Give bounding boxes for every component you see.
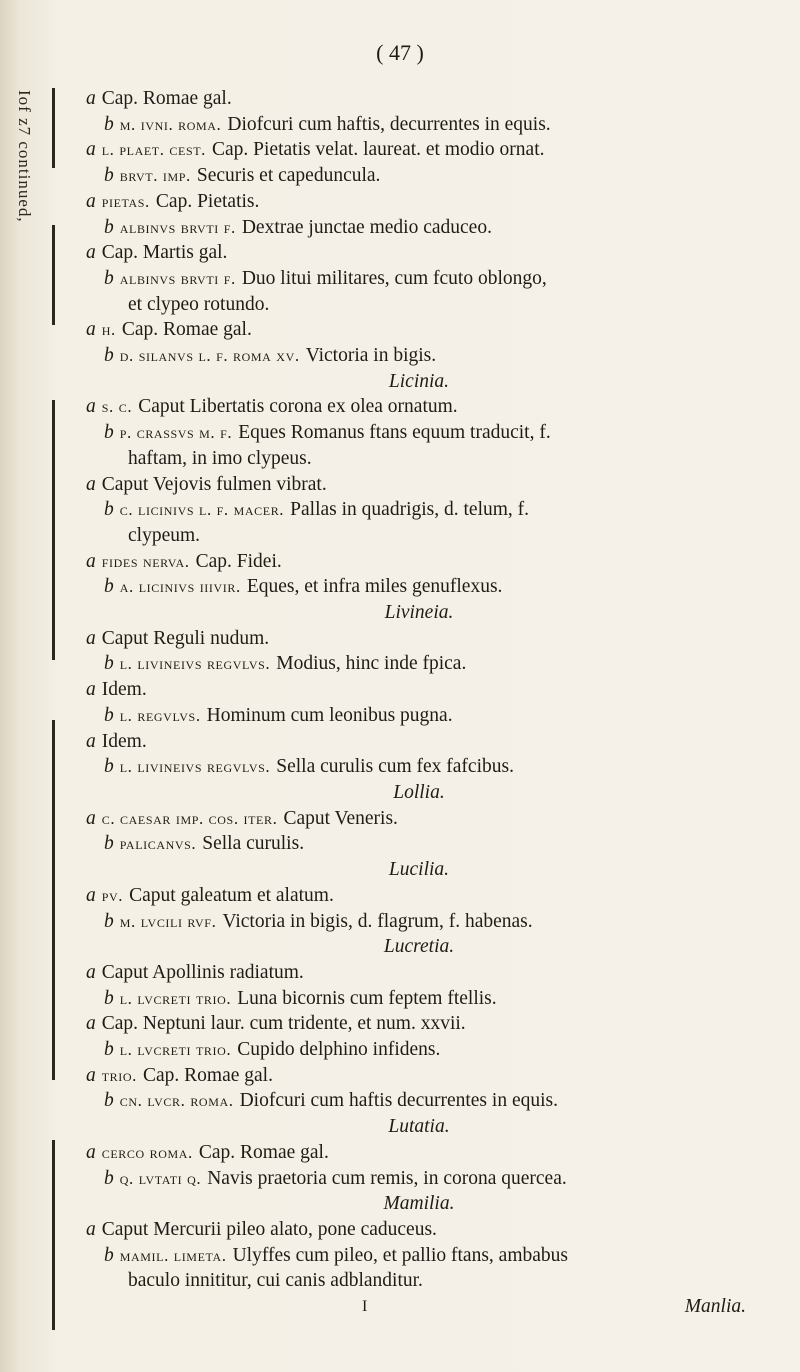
- coin-legend: l. livineivs regvlvs.: [119, 654, 271, 674]
- coin-description: Navis praetoria cum remis, in corona quercea.: [207, 1167, 567, 1189]
- obverse-entry: [86, 677, 776, 703]
- gens-heading: Lucretia.: [383, 936, 455, 958]
- entry-letter: a: [86, 1141, 96, 1163]
- coin-legend: l. lvcreti trio.: [119, 1040, 232, 1060]
- reverse-entry: [86, 909, 776, 935]
- coin-description: Dextrae junctae medio caduceo.: [241, 216, 492, 238]
- gens-heading: Lucilia.: [388, 859, 450, 881]
- coin-legend: s. c.: [101, 397, 133, 417]
- coin-legend: m. ivni. roma.: [119, 114, 222, 134]
- coin-description: Sella curulis.: [202, 833, 305, 855]
- catchword-row: [86, 1294, 776, 1320]
- gens-heading: Lollia.: [393, 781, 445, 803]
- coin-description: Cap. Pietatis.: [155, 190, 260, 212]
- margin-rule: [52, 225, 55, 325]
- entry-letter: a: [86, 190, 96, 212]
- entry-letter: b: [104, 267, 114, 289]
- entry-letter: a: [86, 730, 96, 752]
- coin-description: Cap. Neptuni laur. cum tridente, et num. xxvii.: [101, 1013, 466, 1035]
- entry-letter: a: [86, 679, 96, 701]
- coin-legend: pietas.: [101, 191, 150, 211]
- gens-heading: Livineia.: [384, 602, 454, 624]
- entry-letter: a: [86, 242, 96, 264]
- reverse-entry: [86, 574, 776, 600]
- coin-legend: albinvs brvti f.: [119, 217, 236, 237]
- coin-description: Cap. Romae gal.: [198, 1141, 329, 1163]
- coin-description: Eques Romanus ftans equum traducit, f.: [238, 422, 551, 444]
- coin-legend: albinvs brvti f.: [119, 268, 236, 288]
- obverse-entry: [86, 883, 776, 909]
- coin-description: Cap. Martis gal.: [101, 242, 228, 264]
- coin-description: Cap. Romae gal.: [143, 1064, 273, 1086]
- reverse-entry: [86, 831, 776, 857]
- reverse-entry: [86, 215, 776, 241]
- coin-description: Caput Reguli nudum.: [101, 627, 270, 649]
- coin-description: Diofcuri cum haftis decurrentes in equis.: [239, 1090, 558, 1112]
- reverse-entry: [86, 1037, 776, 1063]
- obverse-entry: [86, 960, 776, 986]
- catchword: Manlia.: [684, 1296, 746, 1318]
- obverse-entry: [86, 806, 776, 832]
- coin-legend: m. lvcili rvf.: [119, 911, 217, 931]
- entry-letter: a: [86, 139, 96, 161]
- coin-description: Victoria in bigis.: [305, 345, 437, 367]
- coin-legend: p. crassvs m. f.: [119, 423, 233, 443]
- entry-letter: b: [104, 833, 114, 855]
- catalogue-entries: [86, 86, 776, 1320]
- obverse-entry: [86, 1011, 776, 1037]
- gens-heading: Licinia.: [388, 370, 450, 392]
- entry-letter: b: [104, 910, 114, 932]
- reverse-entry: [86, 651, 776, 677]
- entry-letter: b: [104, 653, 114, 675]
- reverse-entry: [86, 754, 776, 780]
- coin-description: Caput Apollinis radiatum.: [101, 961, 304, 983]
- entry-letter: a: [86, 319, 96, 341]
- entry-letter: b: [104, 756, 114, 778]
- entry-letter: b: [104, 576, 114, 598]
- coin-description: Caput Vejovis fulmen vibrat.: [101, 473, 327, 495]
- coin-description: Caput Mercurii pileo alato, pone caduceus.: [101, 1218, 437, 1240]
- coin-description: Caput galeatum et alatum.: [129, 884, 334, 906]
- coin-legend: cn. lvcr. roma.: [119, 1091, 234, 1111]
- coin-description: Hominum cum leonibus pugna.: [206, 704, 453, 726]
- reverse-entry: [86, 1243, 776, 1269]
- entry-letter: a: [86, 961, 96, 983]
- coin-legend: d. silanvs l. f. roma xv.: [119, 346, 300, 366]
- coin-description: Securis et capeduncula.: [196, 165, 381, 187]
- coin-description: Eques, et infra miles genuflexus.: [246, 576, 503, 598]
- coin-legend: brvt. imp.: [119, 166, 191, 186]
- reverse-entry: [86, 1166, 776, 1192]
- coin-legend: l. regvlvs.: [119, 705, 201, 725]
- coin-legend: mamil. limeta.: [119, 1245, 227, 1265]
- coin-legend: q. lvtati q.: [119, 1168, 202, 1188]
- reverse-entry: [86, 986, 776, 1012]
- obverse-entry: [86, 394, 776, 420]
- coin-legend: l. plaet. cest.: [101, 140, 206, 160]
- coin-legend: palicanvs.: [119, 834, 197, 854]
- entry-letter: b: [104, 113, 114, 135]
- coin-legend: c. caesar imp. cos. iter.: [101, 808, 278, 828]
- coin-description: Cap. Fidei.: [195, 550, 282, 572]
- coin-description: Duo litui militares, cum fcuto oblongo,: [241, 267, 547, 289]
- entry-letter: b: [104, 422, 114, 444]
- margin-rule: [52, 88, 55, 168]
- spine-annotation: Iof z7 continued,: [15, 90, 34, 223]
- coin-legend: trio.: [101, 1065, 137, 1085]
- coin-description: Sella curulis cum fex fafcibus.: [276, 756, 514, 778]
- coin-description: Cap. Romae gal.: [101, 88, 232, 109]
- page-number: ( 47 ): [376, 40, 424, 65]
- coin-description: Caput Libertatis corona ex olea ornatum.: [138, 396, 458, 418]
- entry-letter: a: [86, 88, 96, 109]
- gens-heading: Lutatia.: [388, 1116, 450, 1138]
- coin-description: Ulyffes cum pileo, et pallio ftans, ambabus: [232, 1244, 568, 1266]
- obverse-entry: [86, 626, 776, 652]
- margin-rule: [52, 1140, 55, 1330]
- gens-heading: Mamilia.: [383, 1193, 455, 1215]
- coin-description: Diofcuri cum haftis, decurrentes in equis.: [227, 113, 551, 135]
- obverse-entry: [86, 1217, 776, 1243]
- obverse-entry: [86, 472, 776, 498]
- obverse-entry: [86, 86, 776, 112]
- reverse-entry: [86, 1088, 776, 1114]
- reverse-entry: [86, 703, 776, 729]
- coin-description: Cap. Romae gal.: [121, 319, 252, 341]
- coin-description: Luna bicornis cum feptem ftellis.: [237, 987, 497, 1009]
- coin-legend: fides nerva.: [101, 551, 190, 571]
- entry-letter: b: [104, 1090, 114, 1112]
- entry-letter: a: [86, 1218, 96, 1240]
- obverse-entry: [86, 549, 776, 575]
- coin-description: Idem.: [101, 730, 147, 752]
- obverse-entry: [86, 137, 776, 163]
- reverse-entry: [86, 163, 776, 189]
- entry-letter: b: [104, 345, 114, 367]
- obverse-entry: [86, 240, 776, 266]
- coin-legend: pv.: [101, 885, 124, 905]
- coin-description: Victoria in bigis, d. flagrum, f. habenas.: [222, 910, 533, 932]
- reverse-entry: [86, 112, 776, 138]
- entry-letter: b: [104, 216, 114, 238]
- entry-letter: a: [86, 396, 96, 418]
- reverse-entry: [86, 343, 776, 369]
- reverse-entry: [86, 266, 776, 292]
- entry-letter: b: [104, 1167, 114, 1189]
- coin-description: Cap. Pietatis velat. laureat. et modio ornat.: [212, 139, 545, 161]
- entry-letter: b: [104, 1244, 114, 1266]
- obverse-entry: [86, 189, 776, 215]
- entry-letter: b: [104, 704, 114, 726]
- obverse-entry: [86, 1063, 776, 1089]
- margin-rule: [52, 720, 55, 1080]
- entry-letter: a: [86, 884, 96, 906]
- entry-letter: b: [104, 1039, 114, 1061]
- coin-legend: cerco roma.: [101, 1142, 193, 1162]
- obverse-entry: [86, 1140, 776, 1166]
- entry-letter: b: [104, 499, 114, 521]
- coin-legend: l. lvcreti trio.: [119, 988, 232, 1008]
- obverse-entry: [86, 317, 776, 343]
- entry-letter: a: [86, 627, 96, 649]
- entry-letter: b: [104, 987, 114, 1009]
- coin-description: Idem.: [101, 679, 147, 701]
- entry-letter: a: [86, 473, 96, 495]
- signature-mark: I: [362, 1298, 368, 1316]
- entry-letter: a: [86, 1013, 96, 1035]
- reverse-entry: [86, 497, 776, 523]
- coin-description: Cupido delphino infidens.: [237, 1039, 441, 1061]
- coin-description: Caput Veneris.: [283, 807, 398, 829]
- entry-letter: a: [86, 550, 96, 572]
- coin-description: Modius, hinc inde fpica.: [276, 653, 467, 675]
- coin-legend: h.: [101, 320, 116, 340]
- reverse-entry: [86, 420, 776, 446]
- coin-legend: l. livineivs regvlvs.: [119, 757, 271, 777]
- margin-rule: [52, 400, 55, 660]
- description-continuation: clypeum.: [128, 524, 201, 546]
- entry-letter: b: [104, 165, 114, 187]
- coin-legend: c. licinivs l. f. macer.: [119, 500, 285, 520]
- coin-legend: a. licinivs iiivir.: [119, 577, 241, 597]
- coin-description: Pallas in quadrigis, d. telum, f.: [290, 499, 530, 521]
- entry-letter: a: [86, 1064, 96, 1086]
- entry-letter: a: [86, 807, 96, 829]
- description-continuation: haftam, in imo clypeus.: [128, 447, 312, 469]
- description-continuation: baculo innititur, cui canis adblanditur.: [128, 1270, 423, 1292]
- description-continuation: et clypeo rotundo.: [128, 293, 270, 315]
- obverse-entry: [86, 729, 776, 755]
